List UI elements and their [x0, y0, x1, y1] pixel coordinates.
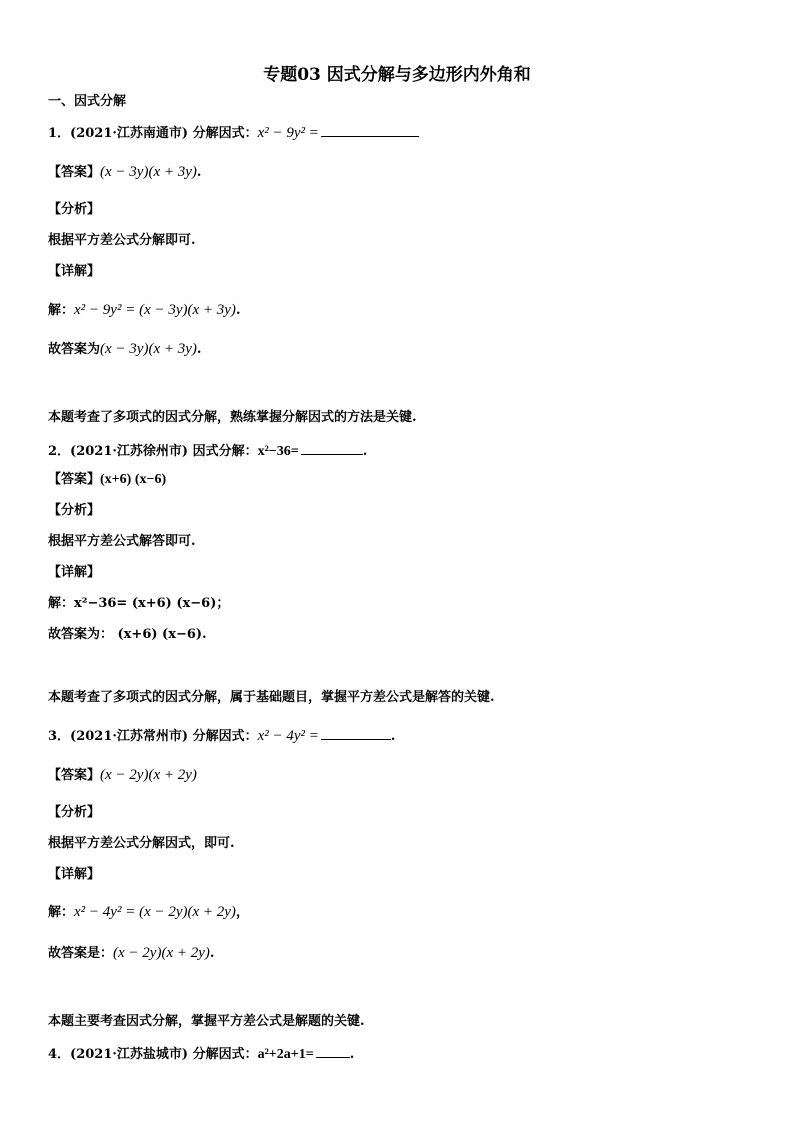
question-3	[48, 727, 395, 745]
q2-detail-label: 【详解】	[48, 565, 101, 580]
q2-detail: 解：x²−36= (x+6) (x−6)；	[48, 596, 230, 611]
detail-prefix: 解：	[48, 303, 75, 318]
q2-comment: 本题考查了多项式的因式分解，属于基础题目，掌握平方差公式是解答的关键.	[48, 690, 495, 705]
answer-expression: (x+6) (x−6)	[100, 472, 167, 487]
question-3-expression: x² − 4y² =	[257, 728, 319, 744]
q3-analysis-label: 【分析】	[48, 805, 101, 820]
q2-analysis-label: 【分析】	[48, 503, 101, 518]
period: .	[209, 946, 215, 961]
question-4	[48, 1045, 354, 1063]
question-1	[48, 124, 419, 142]
answer-expression: (x − 2y)(x + 2y)	[100, 767, 197, 783]
period: .	[196, 342, 202, 357]
q2-final: 故答案为： (x+6) (x−6).	[48, 627, 207, 642]
question-4-expression: a²+2a+1=	[257, 1047, 314, 1062]
question-2-prefix: 2．(2021·江苏徐州市) 因式分解：	[48, 444, 258, 459]
period: .	[349, 1047, 355, 1062]
period: .	[362, 444, 368, 459]
q3-analysis: 根据平方差公式分解因式，即可.	[48, 836, 235, 851]
answer-label: 【答案】	[48, 768, 101, 783]
question-3-prefix: 3．(2021·江苏常州市) 分解因式：	[48, 729, 258, 744]
question-1-prefix: 1．(2021·江苏南通市) 分解因式：	[48, 126, 258, 141]
final-prefix: 故答案是：	[48, 946, 114, 961]
q1-detail-label: 【详解】	[48, 264, 101, 279]
q2-analysis: 根据平方差公式解答即可.	[48, 534, 196, 549]
q1-detail	[48, 302, 240, 319]
question-1-expression: x² − 9y² =	[257, 125, 319, 141]
answer-blank	[301, 442, 363, 455]
answer-label: 【答案】	[48, 472, 101, 487]
q3-final	[48, 945, 214, 962]
q1-analysis: 根据平方差公式分解即可.	[48, 233, 196, 248]
answer-label: 【答案】	[48, 165, 101, 180]
question-2	[48, 442, 367, 460]
section-heading: 一、因式分解	[48, 94, 127, 109]
answer-expression: (x − 3y)(x + 3y)	[100, 164, 197, 180]
answer-blank	[321, 727, 391, 740]
q1-analysis-label: 【分析】	[48, 202, 101, 217]
comma: ，	[235, 905, 249, 920]
answer-blank	[321, 124, 419, 137]
period: .	[196, 165, 202, 180]
q3-detail-label: 【详解】	[48, 867, 101, 882]
question-2-expression: x²−36=	[257, 444, 299, 459]
q3-detail	[48, 904, 249, 921]
detail-expression: x² − 9y² = (x − 3y)(x + 3y)	[74, 302, 236, 318]
page-title: 专题03 因式分解与多边形内外角和	[263, 65, 531, 85]
q3-answer	[48, 767, 197, 784]
final-prefix: 故答案为	[48, 342, 101, 357]
period: .	[390, 729, 396, 744]
q2-answer	[48, 472, 166, 488]
detail-prefix: 解：	[48, 905, 75, 920]
period: .	[235, 303, 241, 318]
answer-blank	[316, 1045, 350, 1058]
question-4-prefix: 4．(2021·江苏盐城市) 分解因式：	[48, 1047, 258, 1062]
detail-expression: x² − 4y² = (x − 2y)(x + 2y)	[74, 904, 236, 920]
final-expression: (x − 2y)(x + 2y)	[113, 945, 210, 961]
q3-comment: 本题主要考查因式分解，掌握平方差公式是解题的关键.	[48, 1014, 365, 1029]
q1-final	[48, 341, 201, 358]
final-expression: (x − 3y)(x + 3y)	[100, 341, 197, 357]
q1-comment: 本题考查了多项式的因式分解，熟练掌握分解因式的方法是关键.	[48, 410, 417, 425]
q1-answer	[48, 164, 201, 181]
